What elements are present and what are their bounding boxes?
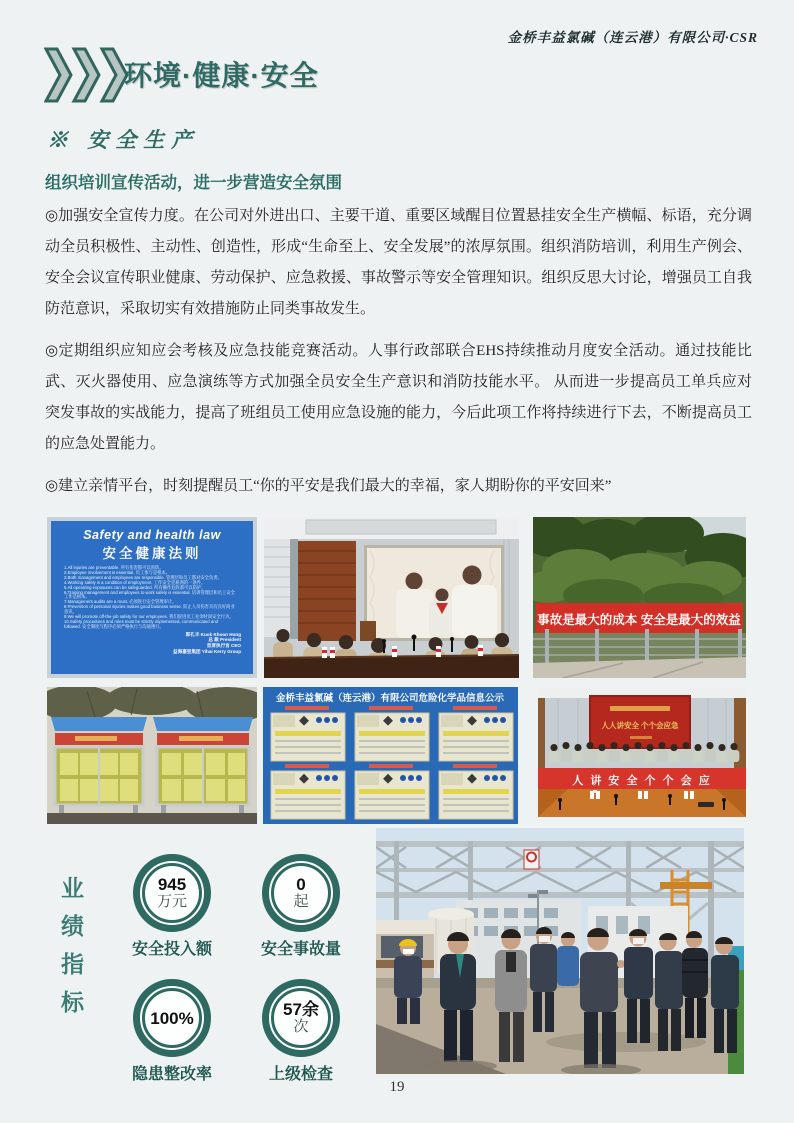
photo-group-banner <box>538 688 746 817</box>
signature-line: 郭孔丰 Kuok Khoon Hong <box>185 631 241 637</box>
screen-slogan: 人人讲安全 个个会应急 <box>601 721 679 730</box>
photo-hazchem-board <box>263 687 518 824</box>
boards-illustration <box>47 687 257 824</box>
photo-meeting-family-screen <box>264 517 519 678</box>
paragraph-3: ◎建立亲情平台，时刻提醒员工“你的平安是我们最大的幸福，家人期盼你的平安回来” <box>45 478 612 494</box>
sign-rule: 7.Management audits are a must. 必须进行安全管理审计。 <box>64 599 177 605</box>
signature-line: 总 裁 President <box>208 637 241 643</box>
kpi-label-accidents: 安全事故量 <box>260 941 341 958</box>
section-heading: ※ 安全生产 <box>47 128 200 152</box>
blue-sign <box>51 521 253 674</box>
signature-line: 首席执行官 CEO <box>206 642 241 648</box>
hazchem-illustration <box>263 687 518 824</box>
group-banner-text: 人 讲 安 全 个 个 会 应 <box>572 775 712 787</box>
site-visit-illustration <box>376 828 744 1074</box>
company-header: 金桥丰益氯碱（连云港）有限公司·CSR <box>507 30 758 45</box>
sign-rule: 10.Safety procedures and rules must be strictly implemented, communicated and followed. 安全制度与程序必须严格执行与沟通遵行。 <box>64 618 219 629</box>
photo-slogan-banner <box>533 517 746 678</box>
sign-rule: 1.All injuries are preventable. 所有伤害都可以预防。 <box>64 565 164 570</box>
paragraph-2: ◎定期组织应知应会考核及应急技能竞赛活动。人事行政部联合EHS持续推动月度安全活动。通过技能比武、灭火器使用、应急演练等方式加强全员安全生产意识和消防技能水平。 从而进一步提高员工单兵应对突发事故的实战能力，提高了班组员工使用应急设施的能力，今后此项工作将持续进行下去，不断提高员工的应急处置能力。 <box>45 343 752 452</box>
kpi-value: 945 <box>157 875 187 894</box>
sign-rule: 2.Employee involvement is essential. 员工参与是根本。 <box>64 569 171 575</box>
sign-title-en: Safety and health law <box>83 528 221 542</box>
kpi-unit: 万元 <box>156 894 187 910</box>
photo-site-visit <box>376 828 744 1074</box>
kpi-circle-inspections <box>262 979 340 1057</box>
kpi-unit: 次 <box>293 1019 309 1035</box>
sub-heading: 组织培训宣传活动，进一步营造安全氛围 <box>45 174 342 192</box>
kpi-label-inspections: 上级检查 <box>268 1066 333 1083</box>
photo-safety-health-law-sign <box>47 517 257 678</box>
signature-line: 益海嘉里集团 Yihai Kerry Group <box>173 648 241 654</box>
sign-signature <box>51 632 241 654</box>
kpi-label-investment: 安全投入额 <box>131 941 212 958</box>
sign-rules <box>64 566 236 630</box>
meeting-illustration <box>264 517 519 678</box>
sign-rule: 5.All operating exposures can be safeguarded. 所有操作危险都可以防护。 <box>64 584 206 590</box>
kpi-circle-accidents <box>262 854 340 932</box>
sign-rule: 4.Working safely is a condition of employment. 工作安全是雇佣的一条件。 <box>64 579 206 585</box>
kpi-unit: 起 <box>293 894 309 910</box>
sign-rule: 6.Training management and employees to work safely is essential. 培训管理层和员工安全工作是根本。 <box>64 589 235 600</box>
body-text <box>45 201 752 513</box>
banner-text: 事故是最大的成本 安全是最大的效益 <box>537 613 741 627</box>
kpi-circle-investment <box>133 854 211 932</box>
page-title: 环境·健康·安全 <box>124 60 319 91</box>
kpi-title: 业绩指标 <box>58 876 84 1028</box>
kpi-circle-rectification <box>133 979 211 1057</box>
hazchem-title: 金桥丰益氯碱（连云港）有限公司危险化学品信息公示 <box>275 693 505 704</box>
sign-rule: 3.Both management and employees are responsible. 管理层和员工都对安全负责。 <box>64 574 222 580</box>
sign-title-zh: 安全健康法则 <box>102 546 202 561</box>
sign-rule: 8.Prevention of personal injuries makes good business sense. 防止人员伤害具有良好商业意识。 <box>64 604 235 615</box>
group-illustration <box>538 688 746 817</box>
paragraph-1: ◎加强安全宣传力度。在公司对外进出口、主要干道、重要区域醒目位置悬挂安全生产横幅、标语，充分调动全员积极性、主动性、创造性，形成“生命至上、安全发展”的浓厚氛围。组织消防培训，利用生产例会、安全会议宣传职业健康、劳动保护、应急救援、事故警示等安全管理知识。组织反思大讨论，增强员工自我防范意识，采取切实有效措施防止同类事故发生。 <box>45 208 752 317</box>
kpi-label-rectification: 隐患整改率 <box>131 1066 212 1083</box>
page-number: 19 <box>389 1079 405 1095</box>
kpi-value: 100% <box>150 1008 194 1028</box>
kpi-value: 57余 <box>283 1000 319 1019</box>
photo-notice-boards <box>47 687 257 824</box>
banner-illustration <box>533 517 746 678</box>
chevrons-logo-icon <box>44 47 130 103</box>
kpi-value: 0 <box>296 875 306 894</box>
sign-rule: 9.We will promote off-the-job safety for our employees. 我们促进员工业余时间安全行为。 <box>64 614 234 620</box>
